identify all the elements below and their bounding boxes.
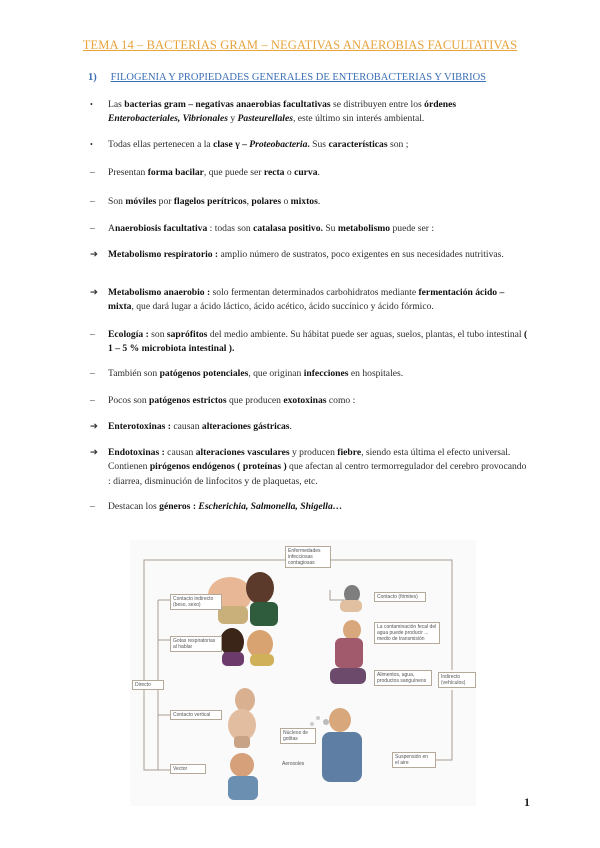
label-bottom-2: Aerosoles <box>282 761 305 767</box>
item-text: Destacan los géneros : Escherichia, Salmonella, Shigella… <box>108 501 343 512</box>
body-item <box>90 98 530 127</box>
section-title: FILOGENIA Y PROPIEDADES GENERALES DE ENTEROBACTERIAS Y VIBRIOS <box>110 72 487 83</box>
item-marker: – <box>90 368 95 379</box>
body-item <box>90 138 530 152</box>
section-number: 1) <box>88 72 97 83</box>
item-marker: – <box>90 501 95 512</box>
label-right-3: Alimentos, agua, productos sanguíneos <box>374 670 432 686</box>
label-right-main: Indirecto (vehículos) <box>438 672 476 688</box>
body-item <box>90 500 530 514</box>
label-right-2: La contaminación fecal del agua puede producir ... medio de transmisión <box>374 622 440 644</box>
body-item <box>90 394 530 408</box>
item-marker: – <box>90 167 95 178</box>
item-marker: ➔ <box>90 447 99 458</box>
body-item <box>90 248 530 262</box>
item-marker: – <box>90 223 95 234</box>
body-item <box>90 286 530 315</box>
item-text: Anaerobiosis facultativa : todas son catalasa positivo. Su metabolismo puede ser : <box>108 223 435 234</box>
item-text: Presentan forma bacilar, que puede ser recta o curva. <box>108 167 320 178</box>
item-text: Pocos son patógenos estrictos que producen exotoxinas como : <box>108 395 356 406</box>
item-marker: ➔ <box>90 249 99 260</box>
body-item <box>90 166 530 180</box>
body-item <box>90 195 530 209</box>
document-title: TEMA 14 – BACTERIAS GRAM – NEGATIVAS ANAEROBIAS FACULTATIVAS <box>82 38 518 52</box>
body-item <box>90 367 530 381</box>
label-left-1: Contacto indirecto (beso, sexo) <box>170 594 222 610</box>
item-text: Las bacterias gram – negativas anaerobias facultativas se distribuyen entre los órdenes Enterobacteriales, Vibrionales y Pasteurellales, este último sin interés ambiental. <box>108 99 457 125</box>
item-marker: • <box>90 140 93 149</box>
page-number: 1 <box>524 795 530 809</box>
body-item <box>90 328 530 357</box>
item-text: Todas ellas pertenecen a la clase γ – Proteobacteria. Sus características son ; <box>108 139 409 150</box>
item-text: Metabolismo respiratorio : amplio número de sustratos, poco exigentes en sus necesidades nutritivas. <box>108 249 504 260</box>
label-right-1: Contacto (fómites) <box>374 592 426 602</box>
item-marker: ➔ <box>90 421 99 432</box>
item-marker: – <box>90 329 95 340</box>
item-text: También son patógenos potenciales, que originan infecciones en hospitales. <box>108 368 404 379</box>
item-text: Son móviles por flagelos perítricos, polares o mixtos. <box>108 196 321 207</box>
body-item <box>90 420 530 434</box>
label-bottom-3: Suspensión en el aire <box>392 752 436 768</box>
item-marker: – <box>90 395 95 406</box>
body-item <box>90 446 530 489</box>
item-text: Endotoxinas : causan alteraciones vasculares y producen fiebre, siendo esta última el efecto universal. Contienen pirógenos endógenos ( proteínas ) que afectan al centro termorregulador del cerebro provocando : diarrea, disminución de linfocitos y de plaquetas, etc. <box>108 447 527 487</box>
label-left-2: Gotas respiratorias al hablar <box>170 636 222 652</box>
item-text: Enterotoxinas : causan alteraciones gástricas. <box>108 421 292 432</box>
item-text: Metabolismo anaerobio : solo fermentan determinados carbohidratos mediante fermentación ácido – mixta, que dará lugar a ácido láctico, ácido acético, ácido succínico y ácido fórmico. <box>108 287 505 313</box>
label-left-4: Vector <box>170 764 206 774</box>
item-text: Ecología : son saprófitos del medio ambiente. Su hábitat puede ser aguas, suelos, plantas, el tubo intestinal ( 1 – 5 % microbiota intestinal ). <box>108 329 528 355</box>
label-center-top: Enfermedades infecciosas contagiosas <box>285 546 331 568</box>
section-heading <box>88 72 486 83</box>
item-marker: – <box>90 196 95 207</box>
item-marker: • <box>90 100 93 109</box>
item-marker: ➔ <box>90 287 99 298</box>
label-left-main: Directo <box>132 680 164 690</box>
label-left-3: Contacto vertical <box>170 710 222 720</box>
transmission-figure <box>130 540 476 806</box>
label-bottom-1: Núcleos de gotitas <box>280 728 316 744</box>
body-item <box>90 222 530 236</box>
